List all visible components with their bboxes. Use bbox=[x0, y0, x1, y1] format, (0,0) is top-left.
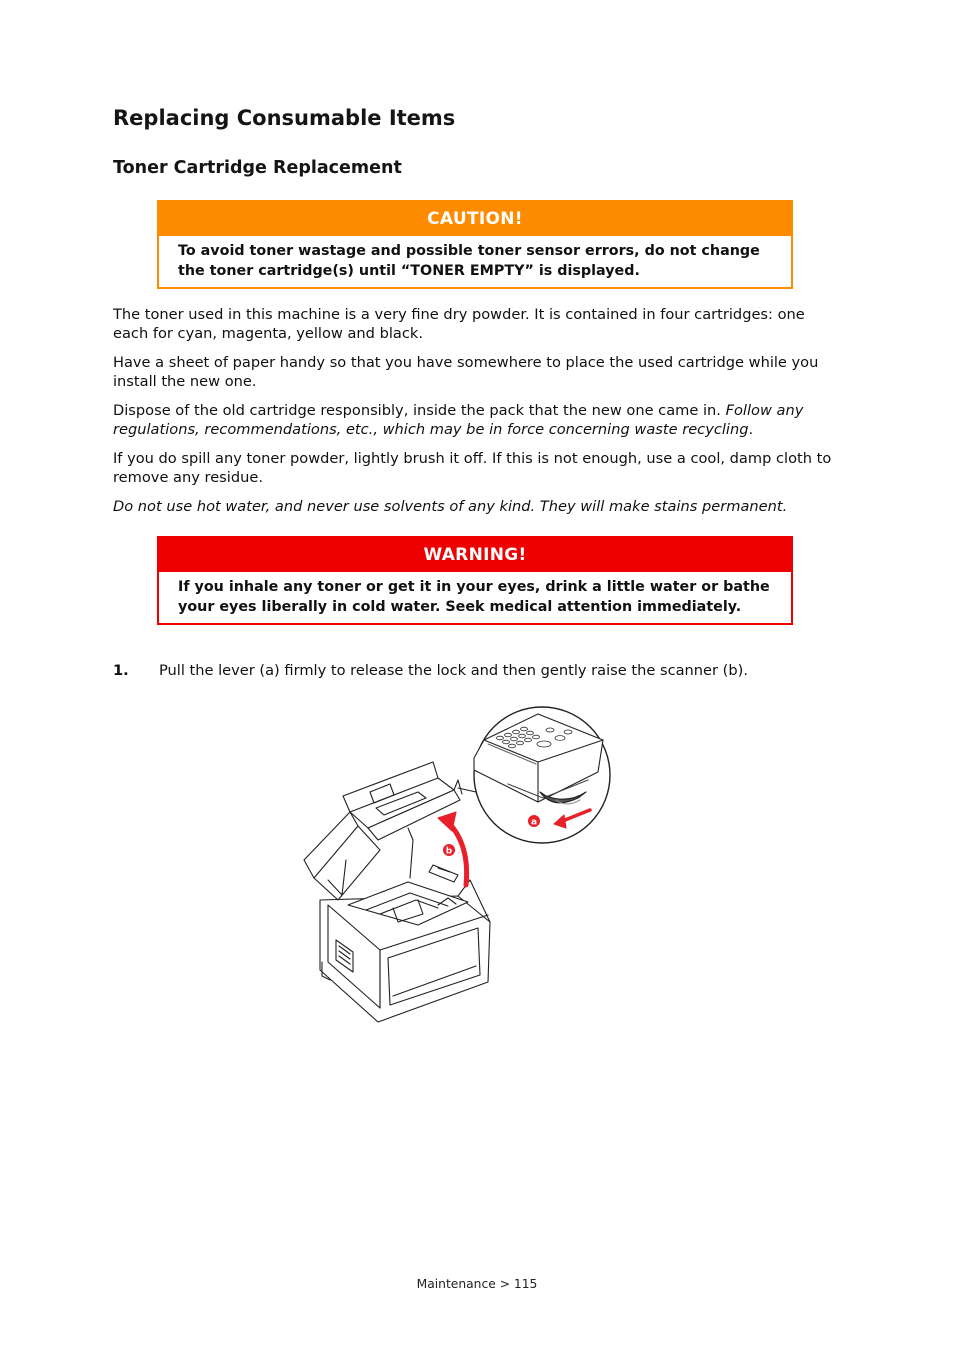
page-footer: Maintenance > 115 bbox=[416, 1277, 538, 1291]
printer-body bbox=[320, 880, 490, 1022]
label-b: b bbox=[445, 846, 453, 857]
paragraph-spill: If you do spill any toner powder, lightly brush it off. If this is not enough, use a cool, damp cloth to remove any residue. bbox=[113, 450, 832, 487]
caution-title: CAUTION! bbox=[159, 202, 791, 236]
dispose-period: . bbox=[748, 421, 754, 439]
caution-box bbox=[157, 200, 793, 289]
section-title: Toner Cartridge Replacement bbox=[113, 158, 402, 178]
page-title: Replacing Consumable Items bbox=[113, 106, 456, 130]
step-number: 1. bbox=[113, 662, 129, 679]
warning-text: If you inhale any toner or get it in your eyes, drink a little water or bathe your eyes liberally in cold water. Seek medical attention immediately. bbox=[178, 579, 770, 615]
warning-box bbox=[157, 536, 793, 625]
printer-illustration bbox=[298, 700, 618, 1026]
paragraph-toner-description: The toner used in this machine is a very fine dry powder. It is contained in four cartridges: one each for cyan, magenta, yellow and black. bbox=[113, 306, 805, 343]
paragraph-dispose bbox=[113, 401, 843, 440]
scanner-unit bbox=[304, 762, 462, 900]
step-text: Pull the lever (a) firmly to release the lock and then gently raise the scanner (b). bbox=[159, 662, 748, 679]
dispose-text: Dispose of the old cartridge responsibly, inside the pack that the new one came in. bbox=[113, 402, 726, 419]
paragraph-no-hot-water: Do not use hot water, and never use solvents of any kind. They will make stains permanent. bbox=[113, 498, 788, 515]
caution-text: To avoid toner wastage and possible toner sensor errors, do not change the toner cartridge(s) until “TONER EMPTY” is displayed. bbox=[178, 243, 760, 279]
dispose-regulations-text: Follow any regulations, recommendations, etc., which may be in force concerning waste recycling bbox=[113, 402, 804, 439]
paragraph-paper-handy: Have a sheet of paper handy so that you have somewhere to place the used cartridge while you install the new one. bbox=[113, 354, 819, 391]
warning-title: WARNING! bbox=[159, 538, 791, 572]
label-a: a bbox=[530, 817, 538, 828]
printer-drawing bbox=[298, 700, 618, 1026]
lever-zoom-detail bbox=[474, 707, 610, 843]
